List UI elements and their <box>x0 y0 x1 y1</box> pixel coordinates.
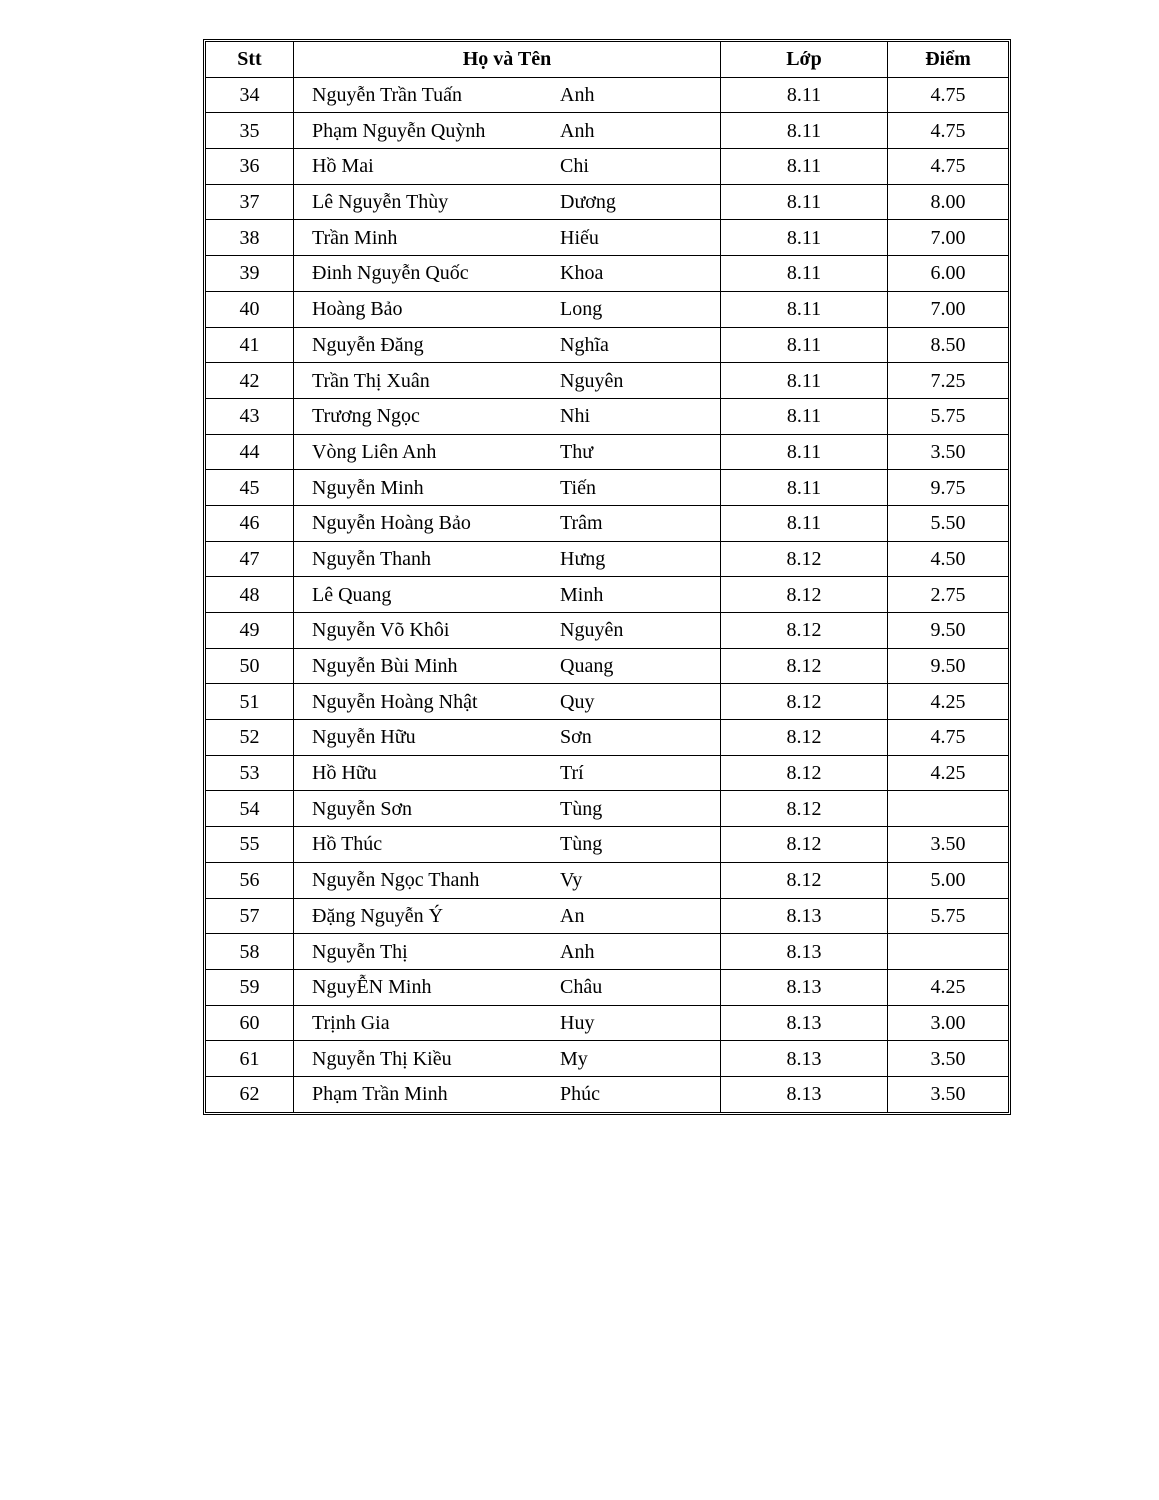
table-row <box>206 613 1008 649</box>
surname-text: Hồ Thúc <box>312 833 383 856</box>
table-row <box>206 542 1008 578</box>
cell-name <box>294 399 721 435</box>
surname-text: NguyỄN Minh <box>312 976 432 999</box>
table-row <box>206 934 1008 970</box>
surname-text: Hồ Hữu <box>312 762 377 785</box>
surname-text: Đặng Nguyễn Ý <box>312 904 444 927</box>
cell-stt: 58 <box>206 934 294 970</box>
given-name-text: Nguyên <box>560 619 624 642</box>
table-row <box>206 791 1008 827</box>
given-name-text: Long <box>560 298 603 321</box>
cell-name <box>294 613 721 649</box>
cell-stt: 41 <box>206 328 294 364</box>
cell-name <box>294 970 721 1006</box>
table-body <box>206 78 1008 1112</box>
surname-text: Nguyễn Sơn <box>312 797 413 820</box>
given-name-text: Phúc <box>560 1083 600 1106</box>
cell-class: 8.11 <box>721 363 888 399</box>
surname-text: Nguyễn Võ Khôi <box>312 619 450 642</box>
cell-name <box>294 649 721 685</box>
table-row <box>206 863 1008 899</box>
cell-name <box>294 542 721 578</box>
cell-stt: 59 <box>206 970 294 1006</box>
cell-stt: 60 <box>206 1006 294 1042</box>
cell-class: 8.12 <box>721 649 888 685</box>
cell-stt: 56 <box>206 863 294 899</box>
cell-stt: 38 <box>206 220 294 256</box>
cell-name <box>294 720 721 756</box>
table-row <box>206 1041 1008 1077</box>
cell-stt: 48 <box>206 577 294 613</box>
cell-score: 5.75 <box>888 399 1008 435</box>
table-row <box>206 149 1008 185</box>
table-row <box>206 720 1008 756</box>
cell-class: 8.12 <box>721 827 888 863</box>
cell-name <box>294 827 721 863</box>
cell-name <box>294 435 721 471</box>
surname-text: Lê Nguyễn Thùy <box>312 191 449 214</box>
surname-text: Nguyễn Đăng <box>312 333 424 356</box>
score-sheet <box>203 39 1011 1115</box>
cell-score: 5.50 <box>888 506 1008 542</box>
cell-class: 8.12 <box>721 542 888 578</box>
header-name: Họ và Tên <box>294 42 721 78</box>
table-row <box>206 328 1008 364</box>
cell-stt: 39 <box>206 256 294 292</box>
given-name-text: Trâm <box>560 512 603 535</box>
given-name-text: Sơn <box>560 726 592 749</box>
table-row <box>206 684 1008 720</box>
given-name-text: Nghĩa <box>560 333 609 356</box>
cell-class: 8.12 <box>721 577 888 613</box>
given-name-text: Anh <box>560 119 595 142</box>
cell-stt: 36 <box>206 149 294 185</box>
cell-score: 3.00 <box>888 1006 1008 1042</box>
cell-class: 8.11 <box>721 185 888 221</box>
surname-text: Lê Quang <box>312 583 392 606</box>
cell-name <box>294 220 721 256</box>
cell-name <box>294 934 721 970</box>
given-name-text: Huy <box>560 1011 595 1034</box>
cell-stt: 55 <box>206 827 294 863</box>
cell-score: 4.25 <box>888 684 1008 720</box>
given-name-text: Minh <box>560 583 604 606</box>
surname-text: Phạm Trần Minh <box>312 1083 448 1106</box>
given-name-text: Anh <box>560 940 595 963</box>
cell-stt: 44 <box>206 435 294 471</box>
surname-text: Trần Thị Xuân <box>312 369 430 392</box>
cell-class: 8.12 <box>721 756 888 792</box>
cell-class: 8.11 <box>721 399 888 435</box>
cell-class: 8.13 <box>721 934 888 970</box>
cell-class: 8.11 <box>721 470 888 506</box>
given-name-text: Hiếu <box>560 226 599 249</box>
cell-stt: 54 <box>206 791 294 827</box>
given-name-text: Tùng <box>560 797 603 820</box>
cell-stt: 40 <box>206 292 294 328</box>
table-row <box>206 506 1008 542</box>
given-name-text: An <box>560 904 585 927</box>
cell-class: 8.12 <box>721 684 888 720</box>
cell-name <box>294 78 721 114</box>
surname-text: Vòng Liên Anh <box>312 440 437 463</box>
cell-score: 9.50 <box>888 613 1008 649</box>
header-class: Lớp <box>721 42 888 78</box>
cell-name <box>294 863 721 899</box>
cell-name <box>294 791 721 827</box>
cell-name <box>294 756 721 792</box>
cell-stt: 42 <box>206 363 294 399</box>
header-stt: Stt <box>206 42 294 78</box>
cell-stt: 46 <box>206 506 294 542</box>
table-row <box>206 577 1008 613</box>
cell-class: 8.12 <box>721 863 888 899</box>
cell-score: 5.00 <box>888 863 1008 899</box>
cell-class: 8.12 <box>721 791 888 827</box>
surname-text: Phạm Nguyễn Quỳnh <box>312 119 486 142</box>
cell-class: 8.12 <box>721 613 888 649</box>
surname-text: Đinh Nguyễn Quốc <box>312 262 469 285</box>
cell-stt: 51 <box>206 684 294 720</box>
cell-stt: 43 <box>206 399 294 435</box>
cell-score: 5.75 <box>888 899 1008 935</box>
given-name-text: Châu <box>560 976 603 999</box>
cell-class: 8.11 <box>721 435 888 471</box>
table-row <box>206 399 1008 435</box>
given-name-text: Quy <box>560 690 595 713</box>
surname-text: Hồ Mai <box>312 155 374 178</box>
table-row <box>206 649 1008 685</box>
surname-text: Nguyễn Bùi Minh <box>312 655 458 678</box>
surname-text: Nguyễn Thanh <box>312 547 432 570</box>
cell-score: 4.75 <box>888 113 1008 149</box>
cell-class: 8.13 <box>721 970 888 1006</box>
cell-name <box>294 1041 721 1077</box>
cell-class: 8.11 <box>721 78 888 114</box>
cell-stt: 35 <box>206 113 294 149</box>
cell-class: 8.13 <box>721 899 888 935</box>
table-row <box>206 827 1008 863</box>
cell-class: 8.12 <box>721 720 888 756</box>
cell-score: 4.50 <box>888 542 1008 578</box>
table-row <box>206 899 1008 935</box>
cell-class: 8.11 <box>721 506 888 542</box>
cell-class: 8.11 <box>721 149 888 185</box>
cell-score: 9.50 <box>888 649 1008 685</box>
surname-text: Nguyễn Hữu <box>312 726 416 749</box>
cell-name <box>294 1077 721 1112</box>
given-name-text: Tùng <box>560 833 603 856</box>
cell-score: 8.50 <box>888 328 1008 364</box>
table-header <box>206 42 1008 78</box>
given-name-text: Anh <box>560 84 595 107</box>
table-row <box>206 185 1008 221</box>
given-name-text: Thư <box>560 440 594 463</box>
cell-name <box>294 113 721 149</box>
table-row <box>206 756 1008 792</box>
cell-score <box>888 791 1008 827</box>
given-name-text: Nguyên <box>560 369 624 392</box>
cell-stt: 47 <box>206 542 294 578</box>
surname-text: Nguyễn Hoàng Nhật <box>312 690 478 713</box>
surname-text: Nguyễn Hoàng Bảo <box>312 512 471 535</box>
cell-class: 8.11 <box>721 256 888 292</box>
cell-stt: 62 <box>206 1077 294 1112</box>
cell-score: 3.50 <box>888 435 1008 471</box>
cell-score <box>888 934 1008 970</box>
surname-text: Trần Minh <box>312 226 398 249</box>
cell-score: 8.00 <box>888 185 1008 221</box>
cell-name <box>294 185 721 221</box>
table-row <box>206 363 1008 399</box>
given-name-text: Vy <box>560 869 583 892</box>
table-row <box>206 220 1008 256</box>
cell-stt: 57 <box>206 899 294 935</box>
table-row <box>206 113 1008 149</box>
table-row <box>206 435 1008 471</box>
cell-score: 7.00 <box>888 292 1008 328</box>
cell-class: 8.11 <box>721 113 888 149</box>
surname-text: Nguyễn Thị Kiều <box>312 1047 452 1070</box>
given-name-text: My <box>560 1047 588 1070</box>
cell-name <box>294 292 721 328</box>
cell-score: 7.25 <box>888 363 1008 399</box>
cell-class: 8.13 <box>721 1077 888 1112</box>
cell-name <box>294 328 721 364</box>
cell-stt: 49 <box>206 613 294 649</box>
cell-class: 8.11 <box>721 292 888 328</box>
given-name-text: Chi <box>560 155 589 178</box>
surname-text: Trịnh Gia <box>312 1011 390 1034</box>
cell-score: 3.50 <box>888 1041 1008 1077</box>
cell-score: 6.00 <box>888 256 1008 292</box>
cell-name <box>294 1006 721 1042</box>
cell-score: 7.00 <box>888 220 1008 256</box>
table-row <box>206 1077 1008 1112</box>
cell-score: 4.75 <box>888 720 1008 756</box>
cell-class: 8.11 <box>721 328 888 364</box>
cell-score: 4.25 <box>888 756 1008 792</box>
table-row <box>206 970 1008 1006</box>
table-row <box>206 292 1008 328</box>
cell-name <box>294 470 721 506</box>
given-name-text: Khoa <box>560 262 604 285</box>
surname-text: Nguyễn Ngọc Thanh <box>312 869 480 892</box>
cell-stt: 50 <box>206 649 294 685</box>
cell-stt: 52 <box>206 720 294 756</box>
surname-text: Nguyễn Minh <box>312 476 424 499</box>
header-row <box>206 42 1008 78</box>
table-row <box>206 470 1008 506</box>
cell-name <box>294 256 721 292</box>
cell-name <box>294 577 721 613</box>
table-row <box>206 78 1008 114</box>
table-row <box>206 256 1008 292</box>
given-name-text: Quang <box>560 655 614 678</box>
header-score: Điểm <box>888 42 1008 78</box>
cell-stt: 53 <box>206 756 294 792</box>
given-name-text: Tiến <box>560 476 596 499</box>
cell-name <box>294 899 721 935</box>
cell-score: 3.50 <box>930 1083 966 1106</box>
table-row <box>206 1006 1008 1042</box>
cell-name <box>294 506 721 542</box>
cell-score: 3.50 <box>888 827 1008 863</box>
cell-score: 2.75 <box>888 577 1008 613</box>
surname-text: Nguyễn Trần Tuấn <box>312 84 463 107</box>
surname-text: Hoàng Bảo <box>312 298 403 321</box>
cell-name <box>294 684 721 720</box>
cell-name <box>294 149 721 185</box>
cell-class: 8.13 <box>721 1041 888 1077</box>
cell-stt: 61 <box>206 1041 294 1077</box>
given-name-text: Hưng <box>560 547 606 570</box>
cell-score: 9.75 <box>888 470 1008 506</box>
cell-name <box>294 363 721 399</box>
cell-score: 4.75 <box>888 78 1008 114</box>
cell-score: 4.75 <box>888 149 1008 185</box>
cell-stt: 37 <box>206 185 294 221</box>
cell-class: 8.11 <box>721 220 888 256</box>
cell-stt: 34 <box>206 78 294 114</box>
given-name-text: Trí <box>560 762 584 785</box>
cell-score: 4.25 <box>888 970 1008 1006</box>
surname-text: Nguyễn Thị <box>312 940 408 963</box>
surname-text: Trương Ngọc <box>312 405 420 428</box>
cell-stt: 45 <box>206 470 294 506</box>
given-name-text: Dương <box>560 191 616 214</box>
cell-class: 8.13 <box>721 1006 888 1042</box>
student-score-table <box>203 39 1011 1115</box>
given-name-text: Nhi <box>560 405 590 428</box>
